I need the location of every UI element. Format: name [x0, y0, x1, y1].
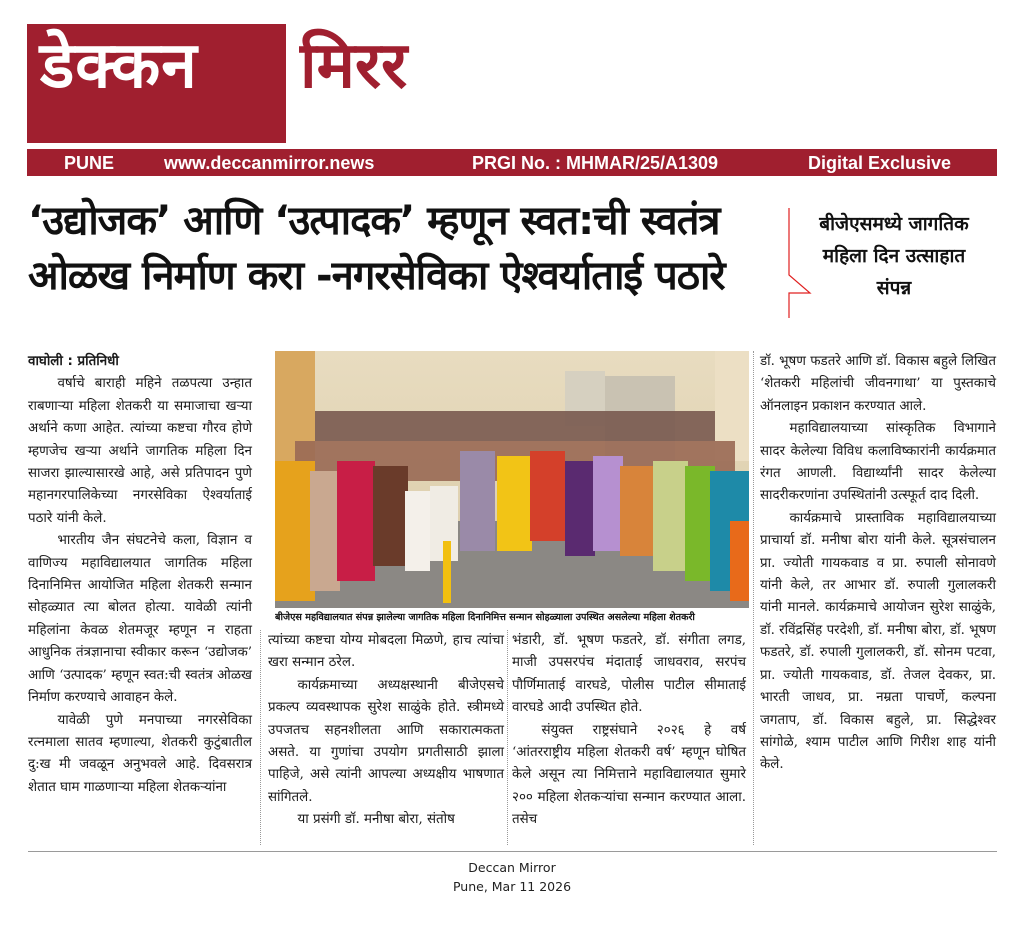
subheadline-line1: बीजेएसमध्ये जागतिक — [819, 213, 969, 235]
paragraph: या प्रसंगी डॉ. मनीषा बोरा, संतोष — [297, 812, 455, 828]
info-bar — [27, 149, 997, 176]
paragraph: भारतीय जैन संघटनेचे कला, विज्ञान व वाणिज्य महाविद्यालयात जागतिक महिला दिनानिमित्त आयोजित महिला शेतकरी सन्मान सोहळ्यात त्या बोलत होत्या. यावेळी त्यांनी महिलांना केवळ शेतमजूर म्हणून न राहता आधुनिक तंत्रज्ञानाचा स्वीकार करून ‘उद्योजक’ आणि ‘उत्पादक’ म्हणून स्वत:ची स्वतंत्र ओळख निर्माण करण्याचे आवाहन केले. — [28, 533, 252, 706]
prgi-number: PRGI No. : MHMAR/25/A1309 — [472, 153, 719, 173]
group-photo-image — [275, 351, 749, 608]
event-group-photo — [275, 351, 749, 608]
footer-place-date: Pune, Mar 11 2026 — [452, 879, 572, 894]
subheadline-line3: संपन्न — [876, 277, 912, 299]
paragraph: डॉ. भूषण फडतरे आणि डॉ. विकास बहुले लिखित ‘शेतकरी महिलांची जीवनगाथा’ या पुस्तकाचे ऑनलाइन प्रकाशन करण्यात आले. — [760, 354, 996, 414]
edition-label: Digital Exclusive — [808, 153, 952, 173]
headline — [28, 194, 780, 304]
column-divider — [260, 630, 261, 845]
column-divider — [753, 351, 754, 845]
article-column-3 — [512, 630, 746, 832]
city-label: PUNE — [64, 153, 115, 173]
paragraph: कार्यक्रमाच्या अध्यक्षस्थानी बीजेएसचे प्रकल्प व्यवस्थापक सुरेश साळुंके होते. स्त्रीमध्ये उपजतच सहनशीलता आणि सकारात्मकता असते. या गुणांचा उपयोग प्रगतीसाठी झाला पाहिजे, असे त्यांनी आपल्या अध्यक्षीय भाषणात सांगितले. — [268, 677, 504, 805]
headline-line2: ओळख निर्माण करा -नगरसेविका ऐश्वर्याताई पठारे — [28, 253, 725, 299]
footer-publication: Deccan Mirror — [468, 860, 556, 875]
paragraph: भंडारी, डॉ. भूषण फडतरे, डॉ. संगीता लगड, माजी उपसरपंच मंदाताई जाधवराव, सरपंच पौर्णिमाताई वारघडे, पोलीस पाटील सीमाताई वारघडे आदी उपस्थित होते. — [512, 633, 746, 716]
footer — [0, 858, 1024, 896]
website-link[interactable]: www.deccanmirror.news — [164, 153, 375, 173]
paragraph: महाविद्यालयाच्या सांस्कृतिक विभागाने सादर केलेल्या विविध कलाविष्कारांनी कार्यक्रमात रंगत आणली. विद्यार्थ्यांनी सादर केलेल्या सादरीकरणांना उपस्थितांनी उत्स्फूर्त दाद दिली. — [760, 421, 996, 504]
headline-line1: ‘उद्योजक’ आणि ‘उत्पादक’ म्हणून स्वत:ची स्वतंत्र — [28, 198, 720, 244]
photo-caption: बीजेएस महविद्यालयात संपन्न झालेल्या जागतिक महिला दिनानिमित्त सन्मान सोहळ्याला उपस्थित असलेल्या महिला शेतकरी — [275, 612, 695, 623]
paragraph: वर्षाचे बाराही महिने तळपत्या उन्हात राबणाऱ्या महिला शेतकरी या समाजाचा खऱ्या अर्थाने कणा आहेत. त्यांच्या कष्टचा गौरव होणे म्हणजेच खऱ्या अर्थाने जागतिक महिला दिन साजरा झाल्यासारखे आहे, असे प्रतिपादन पुणे महानगरपालिकेच्या नगरसेविका ऐश्वर्याताई पठारे यांनी केले. — [28, 376, 252, 526]
masthead-title-part1: डेक्कन — [40, 29, 198, 103]
paragraph: कार्यक्रमाचे प्रास्ताविक महाविद्यालयाच्या प्राचार्या डॉ. मनीषा बोरा यांनी केले. सूत्रसंचालन प्रा. ज्योती गायकवाड व प्रा. रुपाली सोनावणे यांनी केले, तर आभार डॉ. रुपाली गुलालकरी यांनी मानले. कार्यक्रमाचे आयोजन सुरेश साळुंके, डॉ. रविंद्रसिंह परदेशी, डॉ. मनीषा बोरा, डॉ. भूषण फडतरे, डॉ. रुपाली गुलालकरी, डॉ. सोनम पटवा, प्रा. ज्योती गायकवाड, डॉ. तेजल देवकर, प्रा. भारती जाधव, प्रा. नम्रता पाचर्णे, कल्पना जगताप, डॉ. विकास बहुले, प्रा. सिद्धेश्वर सांगोळे, श्याम पाटील आणि गिरीश शाह यांनी केले. — [760, 510, 996, 773]
article-column-4 — [760, 351, 996, 777]
article-column-1 — [28, 351, 252, 799]
footer-divider — [28, 851, 997, 852]
subheadline-line2: महिला दिन उत्साहात — [822, 245, 966, 267]
column-divider — [507, 630, 508, 845]
dateline: वाघोली : प्रतिनिधी — [28, 354, 119, 369]
paragraph: संयुक्त राष्ट्रसंघाने २०२६ हे वर्ष ‘आंतरराष्ट्रीय महिला शेतकरी वर्ष’ म्हणून घोषित केले असून त्या निमित्ताने महाविद्यालयात सुमारे २०० महिला शेतकऱ्यांचा सन्मान करण्यात आला. तसेच — [512, 722, 746, 828]
paragraph: यावेळी पुणे मनपाच्या नगरसेविका रत्नमाला सातव म्हणाल्या, शेतकरी कुटुंबातील दु:ख मी जवळून अनुभवले आहे. दिवसरात्र शेतात घाम गाळणाऱ्या महिला शेतकऱ्यांना — [28, 712, 252, 795]
paragraph: त्यांच्या कष्टचा योग्य मोबदला मिळणे, हाच त्यांचा खरा सन्मान ठरेल. — [268, 633, 504, 671]
article-column-2 — [268, 630, 504, 832]
masthead-title-part2: मिरर — [300, 29, 408, 103]
subheadline — [788, 208, 1000, 304]
